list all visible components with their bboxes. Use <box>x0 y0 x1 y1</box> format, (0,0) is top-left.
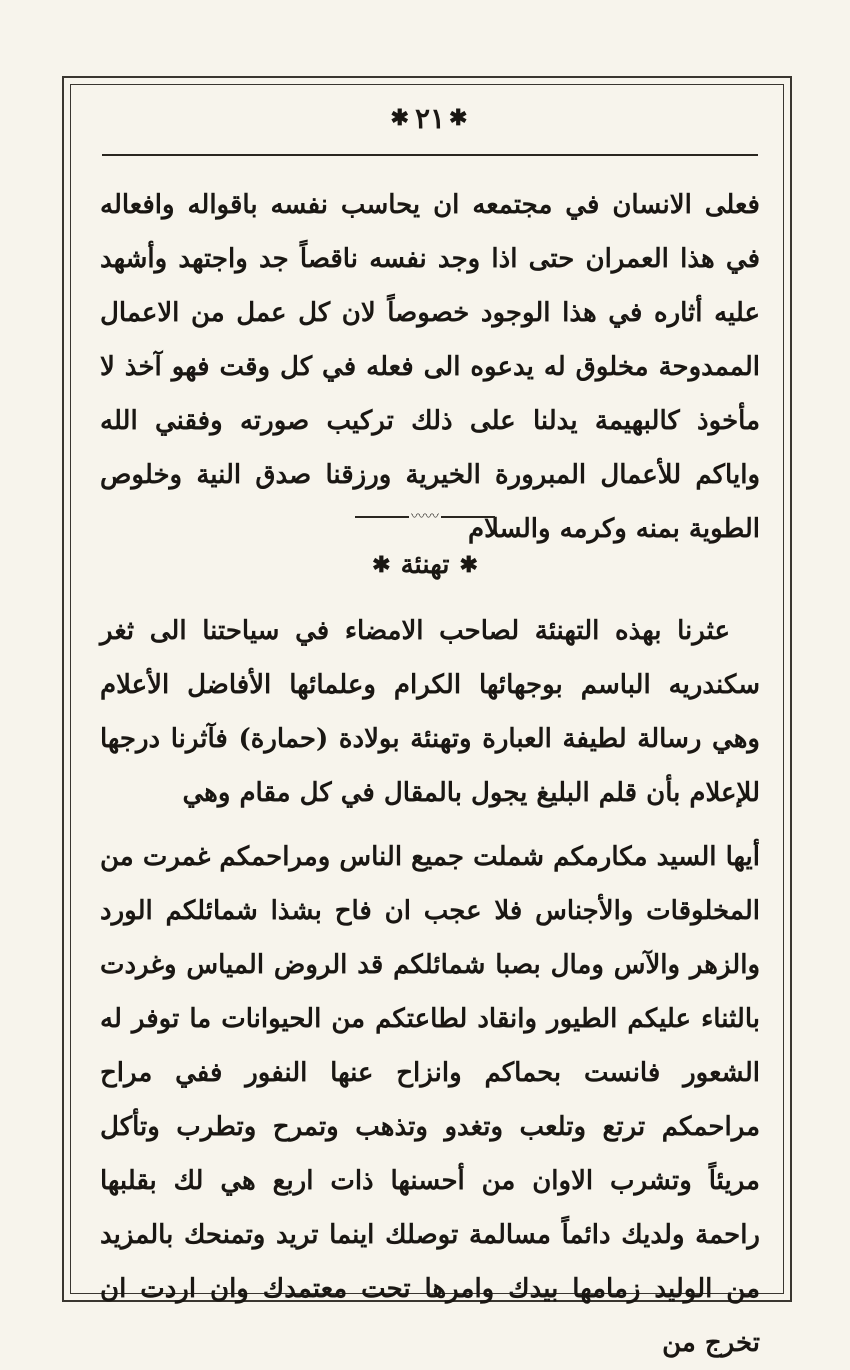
divider-ornament: 〰〰 <box>411 509 439 525</box>
ornament-icon: ✱ <box>390 105 411 131</box>
ornament-icon: ✱ <box>372 552 391 578</box>
paragraph-1-text: فعلى الانسان في مجتمعه ان يحاسب نفسه باقواله وافعاله في هذا العمران حتى اذا وجد نفسه ناقصاً جد واجتهد وأشهد عليه أثاره في هذا الوجود خصوصاً لان كل عمل من الاعمال الممدوحة مخلوق له يدعوه الى فعله في كل وقت فهو آخذ لا مأخوذ كالبهيمة يدلنا على ذلك تركيب صورته وفقني الله واياكم للأعمال المبرورة الخيرية ورزقنا صدق النية وخلوص الطوية بمنه وكرمه والسلام <box>100 190 760 544</box>
section-title: تهنئة <box>400 550 450 580</box>
divider-line <box>441 516 495 518</box>
header-rule <box>102 154 758 156</box>
paragraph-3 <box>100 830 760 1370</box>
ornament-icon: ✱ <box>459 552 478 578</box>
page-number: ٢١ <box>414 101 446 135</box>
page-number-group <box>391 102 470 135</box>
section-divider <box>355 509 495 525</box>
divider-line <box>355 516 409 518</box>
ornament-icon: ✱ <box>449 105 470 131</box>
section-heading <box>300 540 550 590</box>
paragraph-2-body: عثرنا بهذه التهنئة لصاحب الامضاء في سياحتنا الى ثغر سكندريه الباسم بوجهائها الكرام وعلمائها الأفاضل الأعلام وهي رسالة لطيفة العبارة وتهنئة بولادة (حمارة) فآثرنا درجها للإعلام بأن قلم البليغ يجول بالمقال في كل مقام وهي <box>100 616 760 808</box>
page-header <box>100 88 760 148</box>
paragraph-2 <box>100 604 760 820</box>
paragraph-1 <box>100 178 760 556</box>
paragraph-2-text <box>100 604 760 820</box>
paragraph-3-text: أيها السيد مكارمكم شملت جميع الناس ومراحمكم غمرت من المخلوقات والأجناس فلا عجب ان فاح بشذا شمائلكم الورد والزهر والآس ومال بصبا شمائلكم قد الروض المياس وغردت بالثناء عليكم الطيور وانقاد لطاعتكم من الحيوانات ما توفر له الشعور فانست بحماكم وانزاح عنها النفور ففي مراح مراحمكم ترتع وتلعب وتغدو وتذهب وتمرح وتطرب وتأكل مريئاً وتشرب الاوان من أحسنها ذات اربع هي لك بقلبها راحمة ولديك دائماً مسالمة توصلك اينما تريد وتمنحك بالمزيد من الوليد زمامها بيدك وامرها تحت معتمدك وان اردت ان تخرج من <box>100 842 760 1358</box>
